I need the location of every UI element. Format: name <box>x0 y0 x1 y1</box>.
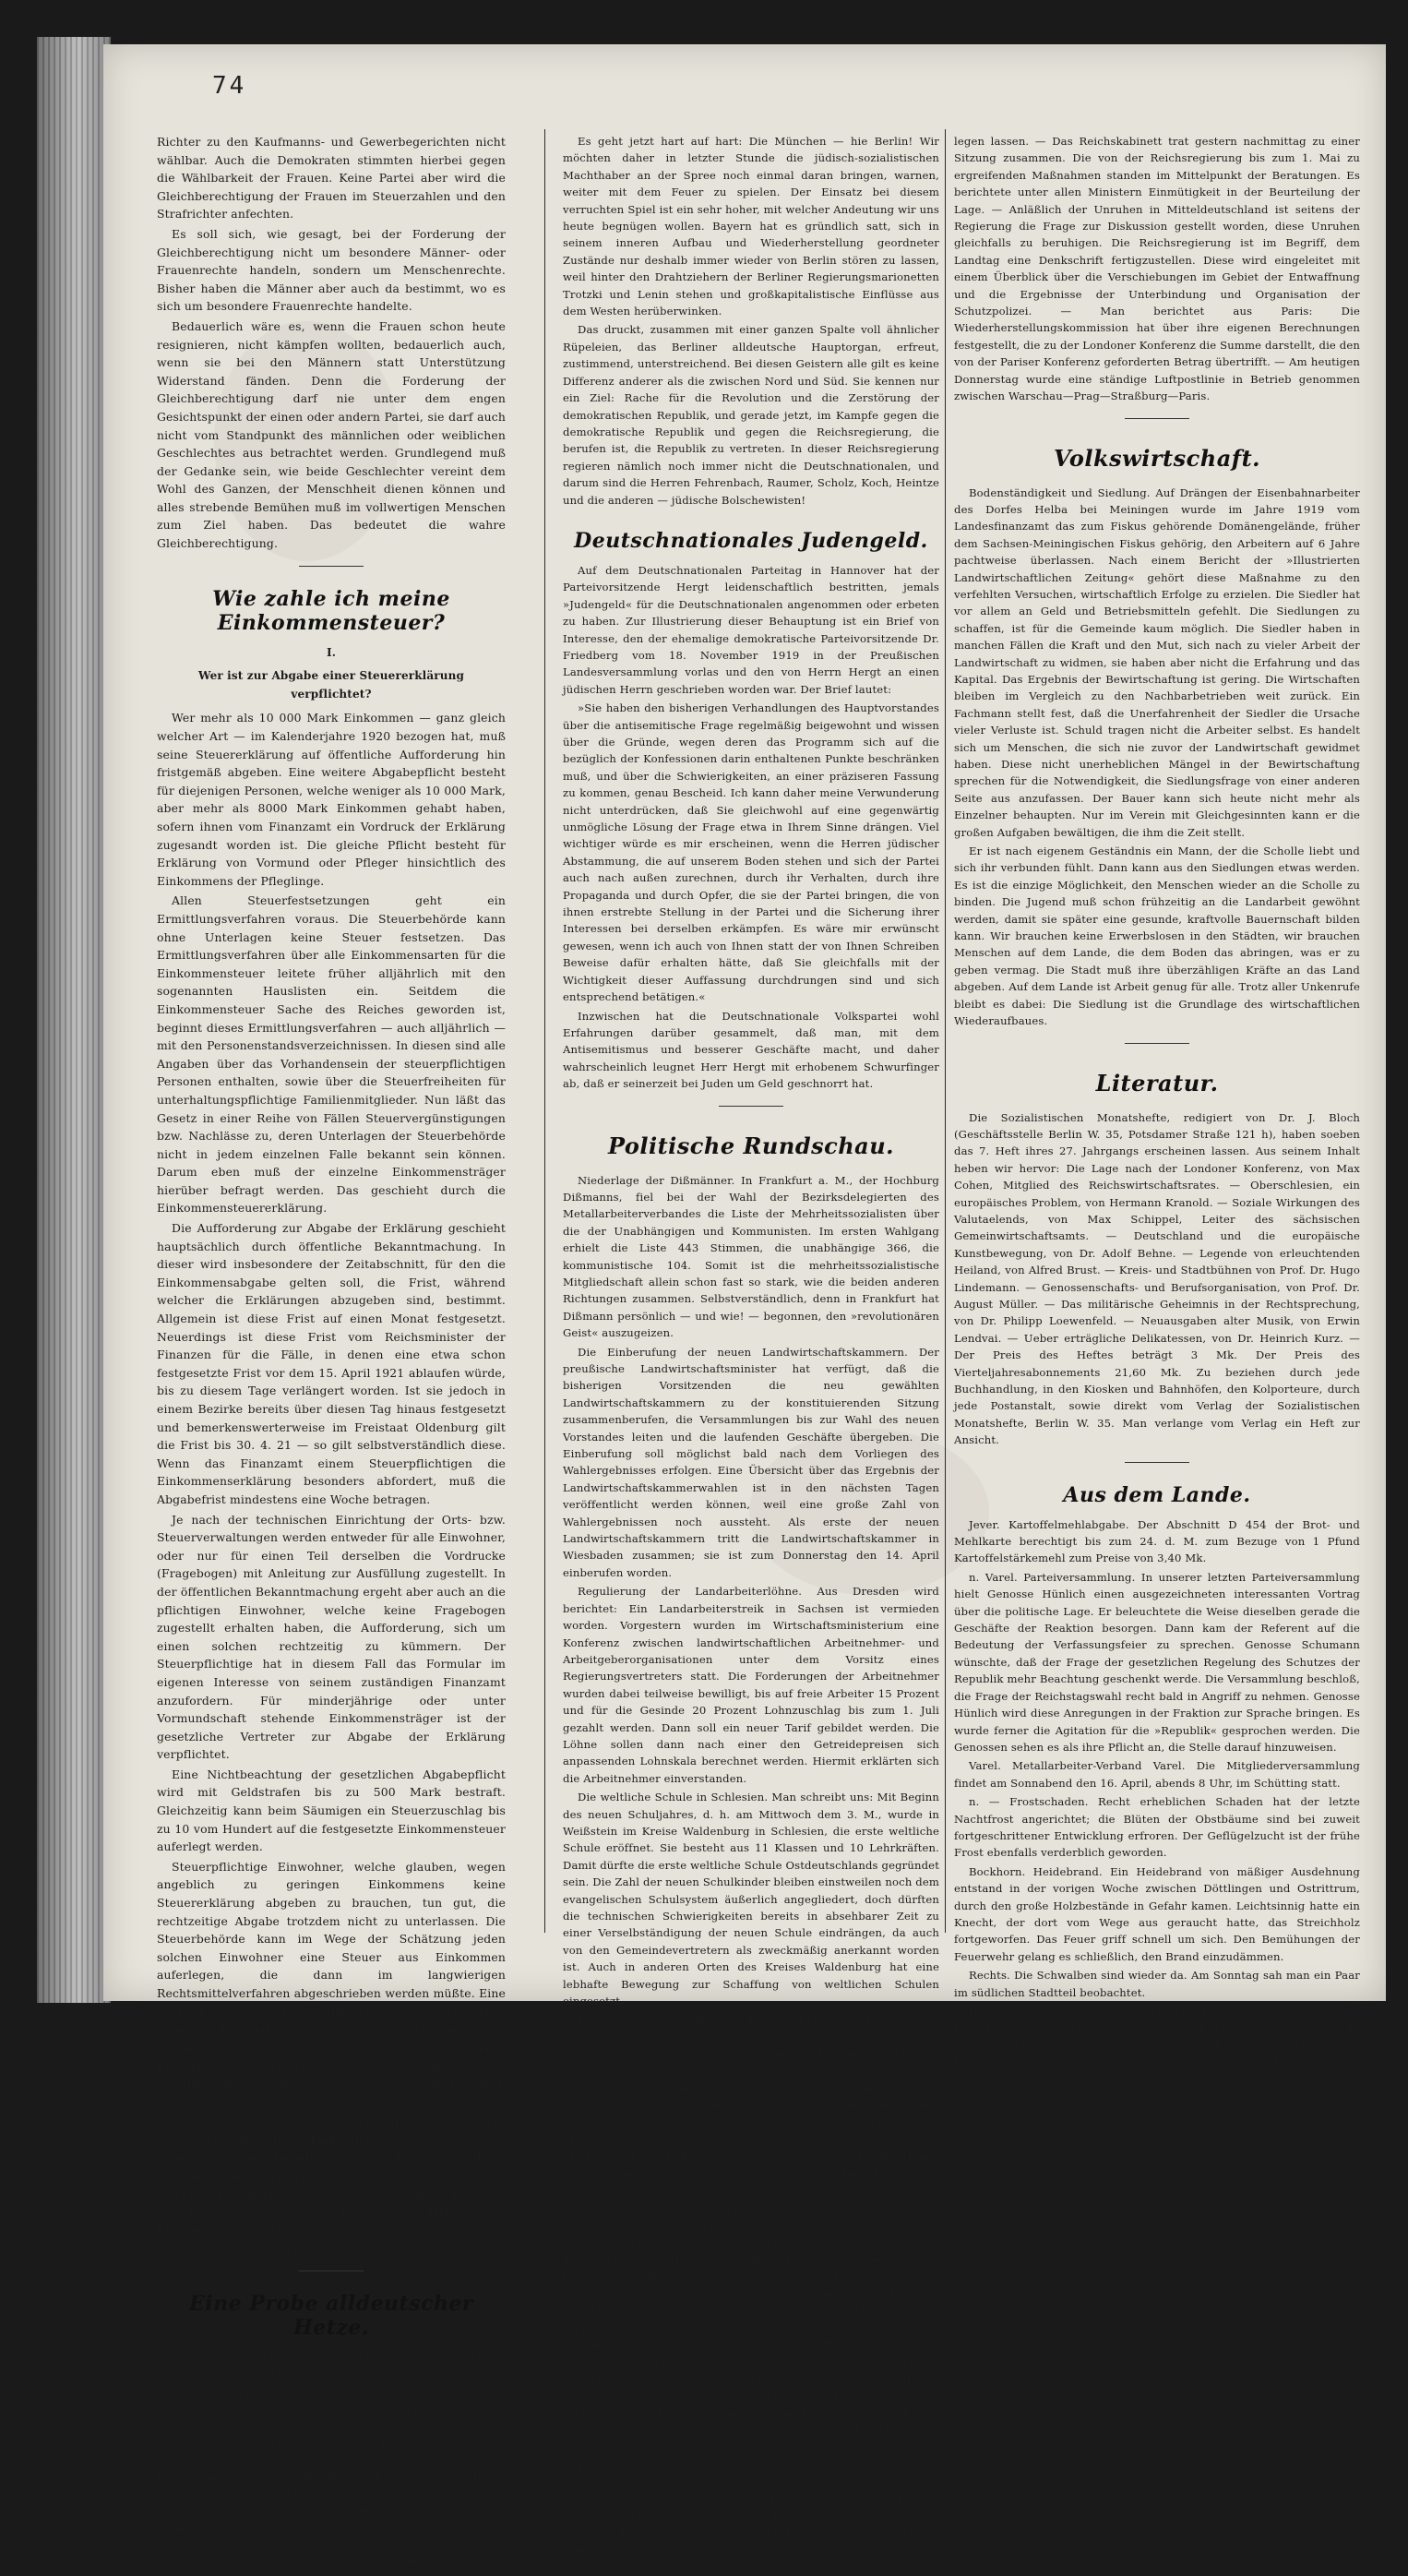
lande-section-body <box>954 1516 1360 2105</box>
page-number: 74 <box>212 72 247 100</box>
article-paragraph: Jever. Kartoffelmehlabgabe. Der Abschnitt D 454 der Brot- und Mehlkarte berechtigt bis zum 24. d. M. zum Bezuge von 1 Pfund Kartoffelstärkemehl zum Preise von 3,40 Mk. <box>954 1517 1360 1565</box>
article-paragraph: Es soll sich, wie gesagt, bei der Forderung der Gleichberechtigung nicht um besondere Männer- oder Frauenrechte handeln, sondern um Menschenrechte. Bisher haben die Männer aber auch da bestimmt, wo es sich um besondere Frauenrechte handelte. <box>157 226 506 314</box>
article-paragraph: Regulierung der Landarbeiterlöhne. Aus Dresden wird berichtet: Ein Landarbeiterstreik in Sachsen ist vermieden worden. Vorgestern wurden im Wirtschaftsministerium eine Konferenz zwischen landwirtschaftlichen Arbeitnehmer- und Arbeitgeberorganisationen unter dem Vorsitz eines Regierungsvertreters statt. Die Forderungen der Arbeitnehmer wurden dabei teilweise bewilligt, bis auf freie Arbeiter 15 Prozent und für die Gesinde 20 Prozent Lohnzuschlag bis zum 1. Juli gezahlt werden. Dann soll ein neuer Tarif gebildet werden. Die Löhne sollen dann nach einer den Getreidepreisen sich anpassenden Lohnskala berechnet werden. Hiermit erklärten sich die Arbeitnehmer einverstanden. <box>563 1585 939 1785</box>
article-paragraph: Die Sozialistischen Monatshefte, redigiert von Dr. J. Bloch (Geschäftsstelle Berlin W. 35, Potsdamer Straße 121 h), haben soeben das 7. Heft ihres 27. Jahrgangs erscheinen lassen. Aus seinem Inhalt heben wir hervor: Die Lage nach der Londoner Konferenz, von Max Cohen, Mitglied des Reichswirtschaftsrates. — Oberschlesien, ein europäisches Problem, von Hermann Kranold. — Soziale Wirkungen des Valutaelends, von Max Schippel, Leiter des sächsischen Gemeinwirtschaftsamts. — Deutschland und die europäische Kunstbewegung, von Dr. Adolf Behne. — Legende von erleuchtenden Heiland, von Alfred Brust. — Kreis- und Stadtbühnen von Prof. Dr. Hugo Lindemann. — Genossenschafts- und Berufsorganisation, von Prof. Dr. August Müller. — Das militärische Geheimnis in der Rechtsprechung, von Dr. Philipp Loewenfeld. — Neuausgaben alter Musik, von Erwin Lendvai. — Ueber erträgliche Delikatessen, von Dr. Heinrich Kurz. — Der Preis des Heftes beträgt 3 Mk. Der Preis des Vierteljahresabonnements 21,60 Mk. Zu beziehen durch jede Buchhandlung, in den Kiosken und Bahnhöfen, den Kolporteure, durch jede Postanstalt, sowie direkt vom Verlag der Sozialistischen Monatshefte, Berlin W. 35. Man verlange vom Verlag ein Heft zur Ansicht. <box>954 1110 1360 1447</box>
newspaper-page <box>103 44 1386 2574</box>
rundschau-section-heading: Politische Rundschau. <box>607 1132 895 1159</box>
article-paragraph: Während das offizielle Bayern, repräsentiert durch Herrn von Kahr und begleitet von dem Toben der bayerischen Einwohnerwehrpresse, mit der Reichsregierung noch einen Kompromiß zu erstreben beliebt, der in seiner Wirkung auf die deutsche Öffentlichkeit nur durch die gleichzeitigen, von etwas wichtigeren Reden des Herrn Briand beeinträchtigt werden konnte — gibt sich zwischen den Führern dieser Reaktionären eine wahrhaft rührende Intimität. Die Vertreter der Alldeutschen schreiben, um nur eine zu nennen, in der Berliner »Deutschen Zeitung« durch ihre Führer des Münchener Herrn Dr. Schenz, den verbrecherischen Schutzbund des Vizekanzlers Dr. Heinze, Schäze verbrüderlicht. Dies ist als Kriegsregie, der der Schutz. <box>157 2350 506 2568</box>
section-separator <box>1125 418 1189 419</box>
tax-subheading: Wer ist zur Abgabe einer Steuererklärung verpflichtet? <box>197 669 465 701</box>
section-separator <box>1125 1462 1189 1463</box>
tax-article-heading: Wie zahle ich meine Einkommensteuer? <box>212 586 450 635</box>
article-paragraph: Auf dem Deutschnationalen Parteitag in Hannover hat der Parteivorsitzende Hergt leidenschaftlich bestritten, jemals »Judengeld« für die Deutschnationalen angenommen oder erbeten zu haben. Zur Illustrierung dieser Behauptung ist ein Brief von Interesse, den der ehemalige demokratische Parteivorsitzende Dr. Friedberg vom 18. November 1919 in der Preußischen Landesversammlung vorlas und den von Herrn Hergt an einen jüdischen Herrn geschrieben worden war. Der Brief lautet: <box>563 563 939 696</box>
article-paragraph: »Sie haben den bisherigen Verhandlungen des Hauptvorstandes über die antisemitische Frage regelmäßig beigewohnt und wissen über die Gründe, wegen deren das Programm sich auf die bezüglich der Konfessionen darin enthaltenen Punkte beschränken muß, und über die Schwierigkeiten, an einer präziseren Fassung zu kommen, genau Bescheid. Ich kann daher meine Verwunderung nicht unterdrücken, daß Sie gleichwohl auf eine gegenwärtig unmögliche Lösung der Frage etwa in Ihrem Sinne drängen. Viel wichtiger würde es mir erscheinen, wenn die Herren jüdischer Abstammung, die auf unserem Boden stehen und sich der Partei auch nach außen zurechnen, durch ihr Verhalten, durch ihre Propaganda und durch Opfer, die sie der Partei bringen, die von ihnen erstrebte Stellung in der Partei und die Sicherung ihrer Interessen bei derselben erkämpfen. Es wäre mir erwünscht gewesen, wenn ich auch von Ihnen statt der von Ihnen Schreiben Beweise dafür erhalten hätte, daß Sie gleichfalls mit der Wichtigkeit dieser Auffassung durchdrungen sind und sich entsprechend betätigen.« <box>563 701 939 1004</box>
volkswirtschaft-section-body <box>954 485 1360 1030</box>
article-paragraph: Rechtsgültigkeit der Höchstmietenverordnung. Von gut informierter juristischer Seite wird uns geschrieben: Die Hausbesitzerorganisation behauptet trotz der vom Reichsjustizministerium in Reichstag abgegebenen, im Justizministerialblatt unter dem 24. Dezember 1920 veröffentlichten Erklärung der Reichsregierung, daß die Höchstmietenordnung rechtsgültig ist. Demgegenüber wird zur Aufklärung der Mieter darauf hingewiesen, daß sowohl das Kammergericht im Juni vorigen Jahres die Rechtsgültigkeit der Verordnung anerkannt hat, wie auch das Oberlandesgericht in Celle in längeren rechtlichen Ausführungen die Rechtsgültigkeit der Verordnung, insbesondere auch des § 6, bejahte. Nach Auffassung des Reichsjustizministeriums bedarf es daher keiner besonderen Bestätigung der Verordnung nicht erforderlich gewesen sei. <box>563 2201 939 2453</box>
literatur-section-heading: Literatur. <box>1095 1069 1219 1096</box>
tax-section-number: I. <box>326 645 337 659</box>
judengeld-article-heading: Deutschnationales Judengeld. <box>574 528 928 553</box>
article-paragraph: legen lassen. — Das Reichskabinett trat gestern nachmittag zu einer Sitzung zusammen. Die von der Reichsregierung bis zum 1. Mai zu ergreifenden Maßnahmen standen im Mittelpunkt der Beratungen. Es berichtete unter allen Ministern Einmütigkeit in der Beurteilung der Lage. — Anläßlich der Unruhen in Mitteldeutschland ist seitens der Regierung die Frage zur Diskussion gestellt worden, diese Unruhen gleichfalls zu beruhigen. Die Reichsregierung ist im Begriff, dem Landtag eine Denkschrift fertigzustellen. Diese wird eingeleitet mit einem Überblick über die Verschiebungen im Gebiet der Entwaffnung und die Ergebnisse der Unterbindung und Organisation der Schutzpolizei. — Man berichtet aus Paris: Die Wiederherstellungskommission hat über ihre eigenen Berechnungen festgestellt, die zu der Londoner Konferenz die Summe darstellt, die den von der Pariser Konferenz geforderten Betrag übertrifft. — Am heutigen Donnerstag wurde eine ständige Luftpostlinie in Betrieb genommen zwischen Warschau—Prag—Straßburg—Paris. <box>954 135 1360 403</box>
section-separator <box>299 2270 364 2271</box>
column-divider-right <box>945 129 946 1933</box>
article-paragraph: Politische Notizen. Das außerordentliche Berliner Gericht verurteilte fünf Mitglieder der kommunistischen Partei, die einen Sprengstoff gefunden war, um das Polizeigebäude in die Luft zu sprengen, zu Zuchthausstrafen von 7 bis 9 Jahren. — Am Sarge der früheren Kaiserin wird die Demokratische Partei zugleich im Namen ihrer Reichstags- und Landtagsfraktion einen Kranz niederlegen lassen. <box>563 2459 939 2574</box>
volkswirtschaft-section-heading: Volkswirtschaft. <box>1053 444 1261 472</box>
column-left <box>157 133 506 2568</box>
column-right <box>954 133 1360 2103</box>
rundschau-section-body <box>563 1172 939 2576</box>
column-middle-intro <box>563 133 939 509</box>
article-paragraph: Er ist nach eigenem Geständnis ein Mann, der die Scholle liebt und sich ihr verbunden fühlt. Dann kann aus den Siedlungen etwas werden. Es ist die einzige Möglichkeit, den Menschen wieder an die Scholle zu binden. Die Jugend muß schon frühzeitig an die Landarbeit gewöhnt werden, damit sie später eine gesunde, kraftvolle Bauernschaft bilden kann. Wir brauchen keine Erwerbslosen in den Städten, wir brauchen Menschen auf dem Lande, die dem Boden das abringen, was er zu geben vermag. Die Stadt muß ihre überzähligen Kräfte an das Land abgeben. Auf dem Lande ist Arbeit genug für alle. Trotz aller Unkenrufe bleibt es dabei: Die Siedlung ist die Grundlage des wirtschaftlichen Wiederaufbaues. <box>954 845 1360 1028</box>
hetze-article-body <box>157 2349 506 2570</box>
article-paragraph: Varel. Metallarbeiter-Verband Varel. Die Mitgliederversammlung findet am Sonnabend den 16. April, abends 8 Uhr, im Schütting statt. <box>954 1759 1360 1790</box>
article-paragraph: Richter zu den Kaufmanns- und Gewerbegerichten nicht wählbar. Auch die Demokraten stimmten hierbei gegen die Wählbarkeit der Frauen. Keine Partei aber wird die Gleichberechtigung der Frauen im Steuerzahlen und den Strafrichter anfechten. <box>157 135 506 222</box>
article-paragraph: Je nach der technischen Einrichtung der Orts- bzw. Steuerverwaltungen werden entweder für alle Einwohner, oder nur für einen Teil derselben die Vordrucke (Fragebogen) mit Anleitung zur Ausfüllung zugestellt. In der öffentlichen Bekanntmachung ergeht aber auch an die pflichtigen Einwohner, welche keine Fragebogen zugestellt erhalten haben, die Aufforderung, sich um einen solchen rechtzeitig zu kümmern. Der Steuerpflichtige hat in diesem Fall das Formular im eigenen Interesse von seinem zuständigen Finanzamt anzufordern. Für minderjährige oder unter Vormundschaft stehende Einkommensträger ist der gesetzliche Vertreter zur Abgabe der Erklärung verpflichtet. <box>157 1512 506 1762</box>
article-paragraph: Inzwischen hat die Deutschnationale Volkspartei wohl Erfahrungen darüber gesammelt, daß man, mit dem Antisemitismus und besserer Geschäfte macht, und daher wahrscheinlich leugnet Herr Hergt mit erhobenem Schwurfinger ab, daß er seinerzeit bei Juden um Geld geschnorrt hat. <box>563 1009 939 1091</box>
article-paragraph: Eine Befreiung von der gesetzlichen Abgabepflicht kann niemals für Einkommensträger, die nur Arbeitseinkommen beziehen, in Frage kommen, weil die Einkommensteuererklärung mit dem Steuerabzuge keinerlei Verbindung hat. Letzterer ist immer noch als Vorschußzahlung auf die mit Hilfe der Einkommensteuererklärung endgültig festzusetzende Steuerpflicht zu betrachten. <box>157 2115 506 2256</box>
column-middle <box>563 133 939 2574</box>
literatur-section-body <box>954 1109 1360 1449</box>
section-separator <box>719 1106 783 1107</box>
article-paragraph: Es geht jetzt hart auf hart: Die München — hie Berlin! Wir möchten daher in letzter Stunde die jüdisch-sozialistischen Machthaber an der Spree noch einmal daran bringen, warnen, weiter mit dem Feuer zu spielen. Der Einsatz bei diesem verruchten Spiel ist ein sehr hoher, mit welcher Andeutung wir uns heute begnügen wollen. Bayern hat es gründlich satt, sich in seinem inneren Aufbau und Wiederherstellung geordneter Zustände nur deshalb immer wieder von Berlin stören zu lassen, weil hinter den Drahtziehern der Berliner Regierungsmarionetten Trotzki und Lenin stehen und großkapitalistische Einflüsse aus dem Westen herüberwinken. <box>563 135 939 318</box>
lande-section-heading: Aus dem Lande. <box>1063 1482 1251 1507</box>
article-paragraph: Bedauerlich wäre es, wenn die Frauen schon heute resignieren, nicht kämpfen wollten, bedauerlich auch, wenn sie bei den Männern statt Unterstützung Widerstand fänden. Denn die Forderung der Gleichberechtigung darf nie unter dem engen Gesichtspunkt der einen oder andern Partei, sie darf auch nicht vom Standpunkt des männlichen oder weiblichen Geschlechtes aus betrachtet werden. Grundlegend muß der Gedanke sein, wie beide Geschlechter vereint dem Wohl des Ganzen, der Menschheit dienen können und alles strebende Bemühen muß im vollwertigen Menschen zum Ziel haben. Das bedeutet die wahre Gleichberechtigung. <box>157 318 506 551</box>
article-paragraph: Döttlingen. Die Mitglieder der Feuerwehr wurden zu einem Heidebrand gerufen. Der Brand konnte bei dem Winde rasch gelöscht werden. Die Ursache des Feuers ist noch nicht aufgeklärt. Ein Kiefernbestand von etwa 30 Jahren ist durch den Brand zerstört worden. Dem Besitzer ist ein großer Schaden entstanden, der durch Versicherung nicht gedeckt ist. <box>954 2005 1360 2103</box>
book-binding-edge <box>37 37 111 2003</box>
article-paragraph: Niederlage der Dißmänner. In Frankfurt a. M., der Hochburg Dißmanns, fiel bei der Wahl der Bezirksdelegierten des Metallarbeiterverbandes die Liste der Mehrheitssozialisten über die der Unabhängigen und Kommunisten. Im ersten Wahlgang erhielt die Liste 443 Stimmen, die unabhängige 366, die kommunistische 104. Somit ist die mehrheitssozialistische Mitgliedschaft allein schon fast so stark, wie die beiden anderen Richtungen zusammen. Selbstverständlich, denn in Frankfurt hat Dißmann persönlich — und wie! — begonnen, den »revolutionären Geist« auszugeizen. <box>563 1173 939 1340</box>
article-paragraph: n. Varel. Parteiversammlung. In unserer letzten Parteiversammlung hielt Genosse Hünlich einen ausgezeichneten interessanten Vortrag über die politische Lage. Er beleuchtete die Weise dieselben gerade die Geschäfte der Reaktion besorgen. Dann kam der Referent auf die Bedeutung der Verfassungsfeier zu sprechen. Genosse Schumann wünschte, daß der Frage der gesetzlichen Regelung des Schutzes der Republik mehr Beachtung geschenkt werde. Die Versammlung beschloß, die Frage der Reichstagswahl recht bald in Angriff zu nehmen. Genosse Hünlich wird diese Anregungen in der Fraktion zur Sprache bringen. Es wurde ferner die Agitation für die »Republik« gesprochen werden. Die Genossen sehen es als ihre Pflicht an, die Stelle darauf hinzuweisen. <box>954 1570 1360 1754</box>
article-paragraph: Das druckt, zusammen mit einer ganzen Spalte voll ähnlicher Rüpeleien, das Berliner alldeutsche Hauptorgan, erfreut, zustimmend, unterstreichend. Bei diesen Geistern alle gilt es keine Differenz anderer als die zwischen Nord und Süd. Sie kennen nur ein Ziel: Rache für die Revolution und die Zerstörung der demokratischen Republik, und gerade jetzt, im Kampfe gegen die demokratische Republik und gegen die Reichsregierung, die berufen ist, die Republik zu vertreten. In dieser Reichsregierung regieren nämlich noch immer nicht die Deutschnationalen, und darum sind die Herren Fehrenbach, Raumer, Scholz, Koch, Heintze und die anderen — jüdische Bolschewisten! <box>563 323 939 507</box>
section-separator <box>299 566 364 567</box>
article-paragraph: Bockhorn. Heidebrand. Ein Heidebrand von mäßiger Ausdehnung entstand in der vorigen Woche zwischen Döttlingen und Ostrittrum, durch den große Holzbestände in Gefahr kamen. Leichtsinnig hatte ein Knecht, der dort vom Wege aus geraucht hatte, das Streichholz fortgeworfen. Das Feuer griff schnell um sich. Den Bemühungen der Feuerwehr gelang es schließlich, den Brand einzudämmen. <box>954 1864 1360 1963</box>
article-paragraph: Allen Steuerfestsetzungen geht ein Ermittlungsverfahren voraus. Die Steuerbehörde kann ohne Unterlagen keine Steuer festsetzen. Das Ermittlungsverfahren über alle Einkommensarten für die Einkommensteuer leitete früher alljährlich mit den sogenannten Hauslisten ein. Seitdem die Einkommensteuer Sache des Reiches geworden ist, beginnt dieses Ermittlungsverfahren — auch alljährlich — mit den Personenstandsverzeichnissen. In diesen sind alle Angaben über das Vorhandensein der steuerpflichtigen Personen enthalten, sowie über die Steuerfreiheiten für unterhaltungspflichtige Familienmitglieder. Nun läßt das Gesetz in einer Reihe von Fällen Steuervergünstigungen bzw. Nachlässe zu, deren Unterlagen der Steuerbehörde nicht in jedem einzelnen Falle bekannt sein können. Darum eben muß der einzelne Einkommensträger hierüber befragt werden. Das geschieht durch die Einkommensteuererklärung. <box>157 893 506 1216</box>
column-right-intro <box>954 133 1360 405</box>
article-paragraph: Bodenständigkeit und Siedlung. Auf Drängen der Eisenbahnarbeiter des Dorfes Helba bei Meiningen wurde im Jahre 1919 vom Landesfinanzamt das zum Fiskus gehörende Domänengelände, früher dem Sachsen-Meiningischen Fiskus gehörig, den Arbeitern auf 6 Jahre pachtweise überlassen. Nach einem Bericht der »Illustrierten Landwirtschaftlichen Zeitung« gehört diese Maßnahme zu den verfehlten Versuchen, wirtschaftlich Erfolge zu erzielen. Die Siedler hat vor allem an Geld und Betriebsmitteln gefehlt. Die Siedlungen zu schaffen, ist für die Gemeinde kaum möglich. Die Siedler haben in manchen Fällen die Kraft und den Mut, sich nach zu vieler Arbeit der Landwirtschaft zu widmen, sie haben aber nicht die Erfahrung und das Kapital. Das Ergebnis der Bewirtschaftung ist gering. Die Wirtschaften bleiben im Vergleich zu den Nachbarbetrieben weit zurück. Ein Fachmann stellt fest, daß die Unerfahrenheit der Siedler die Ursache vieler Verluste ist. Schuld tragen nicht die Arbeiter selbst. Es handelt sich um Menschen, die sich nie zuvor der Landwirtschaft gewidmet haben. Diese nicht unerheblichen Mängel in der Bewirtschaftung sprechen für die Notwendigkeit, die Siedlungsfrage von einer anderen Seite aus anzufassen. Der Bauer kann sich heute nicht mehr als Einzelner behaupten. Nur im Verein mit Gleichgesinnten kann er die großen Aufgaben bewältigen, die ihm die Zeit stellt. <box>954 485 1360 839</box>
article-paragraph: Lösung der Schulgeldfrage in Bremen. Die Bremer Bürgerschaft hat eine Vorlage über die Erhöhung des Schulgeldes an den staatlichen höheren Schulen angenommen. Die neue Vorlage ist dadurch beachtenswert, daß sie sowohl die kinderreichen Familien als auch das Einkommen des Unterhaltspflichtigen berücksichtigt. Der jährliche Schulgeldbetrag liegt bei 50 Mark bei einem Einkommen von weniger als 10 000 Mark und wenigstens 4 Kindern bis zu 1000 Mark bei einem Einkommen von 100 000 Mark und 1 Kind. Begabte Kinder können Schulgeldbefreiung erhalten, und zwar sollen dabei solche würdige Kinder das Schulgeld noch weiter ermäßigen oder ganz erlassen. <box>563 2013 939 2197</box>
hetze-article-heading: Eine Probe alldeutscher Hetze. <box>189 2291 473 2340</box>
section-separator <box>1125 1043 1189 1044</box>
article-paragraph: Wer mehr als 10 000 Mark Einkommen — ganz gleich welcher Art — im Kalenderjahre 1920 bezogen hat, muß seine Steuererklärung auf öffentliche Aufforderung hin fristgemäß abgeben. Eine weitere Abgabepflicht besteht für diejenigen Personen, welche weniger als 10 000 Mark, aber mehr als 8000 Mark Einkommen gehabt haben, sofern ihnen vom Finanzamt ein Vordruck der Erklärung zugesandt worden ist. Die gleiche Pflicht besteht für Erklärung von Vormund oder Pfleger hinsichtlich des Einkommens der Pfleglinge. <box>157 711 506 888</box>
column-divider-left <box>544 129 545 1933</box>
article-paragraph: Die Einberufung der neuen Landwirtschaftskammern. Der preußische Landwirtschaftsminister hat verfügt, daß die bisherigen Vorsitzenden die neu gewählten Landwirtschaftskammern zu der konstituierenden Sitzung zusammenberufen, die Versammlungen bis zur Wahl des neuen Vorstandes leiten und die laufenden Geschäfte übergeben. Die Einberufung soll möglichst bald nach dem Vorliegen des Wahlergebnisses erfolgen. Eine Übersicht über das Ergebnis der Landwirtschaftskammerwahlen ist in den nächsten Tagen veröffentlicht werden können, weil eine große Zahl von Wahlergebnissen noch aussteht. Als erste der neuen Landwirtschaftskammern tritt die Landwirtschaftskammer in Wiesbaden zusammen; sie ist zum Donnerstag den 14. April einberufen worden. <box>563 1345 939 1579</box>
article-paragraph: n. — Frostschaden. Recht erheblichen Schaden hat der letzte Nachtfrost angerichtet; die Blüten der Obstbäume sind bei zuweit fortgeschrittener Entwicklung erfroren. Der Geflügelzucht ist der frühe Frost ebenfalls verderblich geworden. <box>954 1795 1360 1860</box>
tax-article-body <box>157 709 506 2257</box>
column-left-intro <box>157 133 506 553</box>
judengeld-article-body <box>563 562 939 1093</box>
article-paragraph: Eine Nichtbeachtung der gesetzlichen Abgabepflicht wird mit Geldstrafen bis zu 500 Mark bestraft. Gleichzeitig kann beim Säumigen ein Steuerzuschlag bis zu 10 vom Hundert auf die festgesetzte Einkommensteuer auferlegt werden. <box>157 1767 506 1854</box>
article-paragraph: Steuerpflichtige Einwohner, welche glauben, wegen angeblich zu geringen Einkommens keine Steuererklärung abgeben zu brauchen, tun gut, die rechtzeitige Abgabe trotzdem nicht zu unterlassen. Die Steuerbehörde kann im Wege der Schätzung jeden solchen Einwohner eine Steuer aus Einkommen auferlegen, die dann im langwierigen Rechtsmittelverfahren abgeschrieben werden müßte. Eine kurze Erklärung der Steuerbehörde gegenüber würde einem solchen Verfahren von Anfang an vorbeugen. Diese Erklärung kann ebenso wie alle anderen Einkommensteuererklärungen jederzeit während der ortsüblichen Dienststunden an Steueramtsstelle mündlich abgegeben werden. <box>157 1859 506 2109</box>
article-paragraph: Die Aufforderung zur Abgabe der Erklärung geschieht hauptsächlich durch öffentliche Bekanntmachung. In dieser wird insbesondere der Zeitabschnitt, für den die Einkommensabgabe gelten soll, die Frist, während welcher die Erklärungen abzugeben sind, bestimmt. Allgemein ist diese Frist auf einen Monat festgesetzt. Neuerdings ist diese Frist vom Reichsminister der Finanzen für die Fälle, in denen eine etwa schon festgesetzte Frist vor dem 15. April 1921 ablaufen würde, bis zu diesem Tage verlängert worden. Ist sie jedoch in einem Bezirke bereits über diesen Tag hinaus festgesetzt und bemerkenswerterweise im Freistaat Oldenburg gilt die Frist bis 30. 4. 21 — so gilt selbstverständlich diese. Wenn das Finanzamt einem Steuerpflichtigen die Einkommenserklärung besonders abfordert, muß die Abgabefrist mindestens eine Woche betragen. <box>157 1221 506 1506</box>
article-paragraph: Die weltliche Schule in Schlesien. Man schreibt uns: Mit Beginn des neuen Schuljahres, d. h. am Mittwoch dem 3. M., wurde in Weißstein im Kreise Waldenburg in Schlesien, die erste weltliche Schule eröffnet. Sie besteht aus 11 Klassen und 10 Lehrkräften. Damit dürfte die erste weltliche Schule Ostdeutschlands gegründet sein. Die Zahl der neuen Schulkinder bleiben einstweilen noch dem evangelischen Schulsystem äußerlich angegliedert, doch dürften die technischen Schwierigkeiten bereits in absehbarer Zeit zu einer Verselbständigung der neuen Schule eindrängen, da auch von den Gemeindevertretern als zweckmäßig anerkannt worden ist. Auch in anderen Orten des Kreises Waldenburg hat eine lebhafte Bewegung zur Schaffung von weltlichen Schulen eingesetzt. <box>563 1791 939 2008</box>
article-paragraph: Rechts. Die Schwalben sind wieder da. Am Sonntag sah man ein Paar im südlichen Stadtteil beobachtet. <box>954 1969 1360 1999</box>
